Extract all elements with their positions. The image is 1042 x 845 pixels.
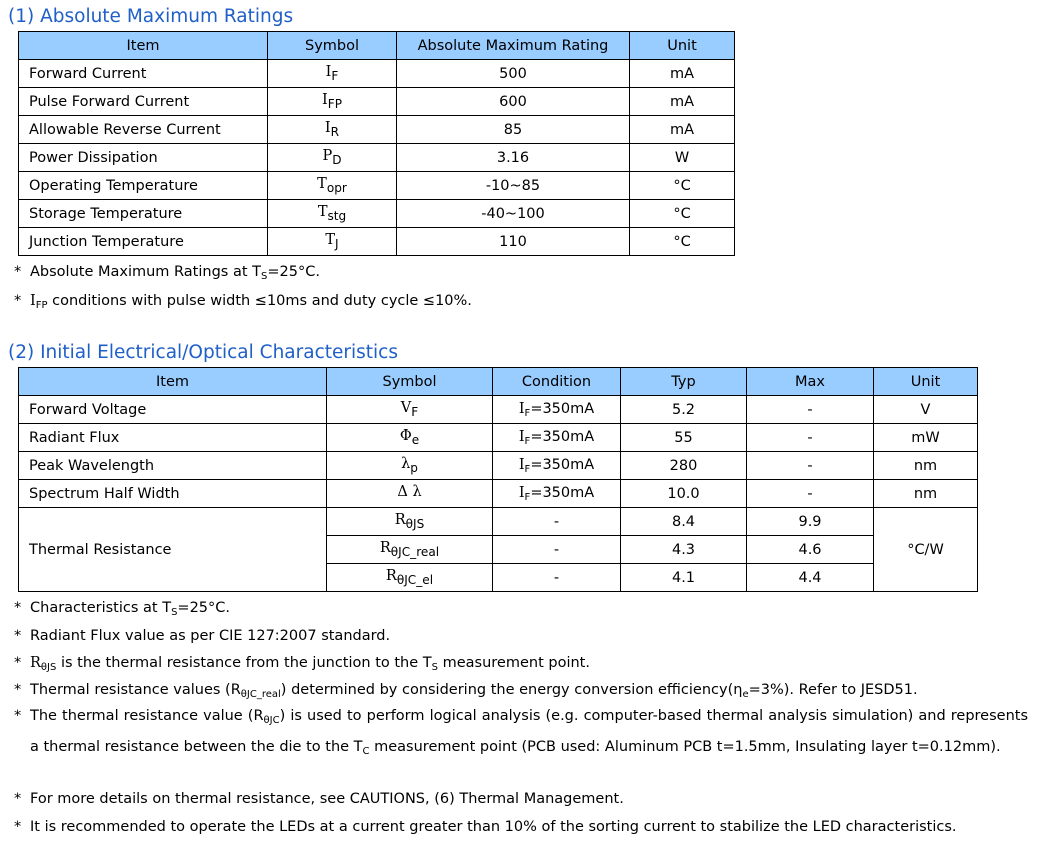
table-header-row	[19, 368, 978, 396]
note-item: * $R_{\theta JS}$ is the thermal resistance from the junction to the $T_S$ measurement point.	[14, 655, 590, 673]
table-row	[19, 424, 978, 452]
symbol-cell	[327, 396, 493, 424]
symbol-text: Φ	[399, 428, 412, 445]
note-item: * It is recommended to operate the LEDs at a current greater than 10% of the sorting current to stabilize the LED characteristics.	[14, 819, 957, 835]
condition-cell: -	[493, 536, 621, 564]
condition-value: =350mA	[530, 456, 595, 473]
unit-cell: mW	[874, 424, 978, 452]
item-cell: Pulse Forward Current	[19, 88, 268, 116]
symbol-text: I	[325, 64, 332, 81]
rating-cell: 3.16	[397, 144, 630, 172]
unit-cell: V	[874, 396, 978, 424]
symbol-text: R	[394, 512, 406, 529]
condition-cell	[493, 424, 621, 452]
note-item: * $I_{FP}$ conditions with pulse width ≤10ms and duty cycle ≤10%.	[14, 293, 472, 311]
unit-cell: °C	[630, 228, 735, 256]
typ-cell: 55	[621, 424, 747, 452]
symbol-cell	[268, 116, 397, 144]
condition-cell: -	[493, 564, 621, 592]
symbol-subscript: R	[330, 124, 340, 139]
symbol-subscript: F	[331, 68, 339, 83]
typ-cell: 10.0	[621, 480, 747, 508]
unit-cell: nm	[874, 452, 978, 480]
table-row	[19, 116, 735, 144]
condition-symbol: I	[518, 456, 525, 473]
condition-subscript: F	[524, 463, 531, 475]
symbol-cell	[268, 88, 397, 116]
symbol-subscript: θJC_real	[390, 544, 440, 559]
symbol-cell	[268, 228, 397, 256]
symbol-subscript: J	[335, 236, 339, 251]
item-cell: Radiant Flux	[19, 424, 327, 452]
table-row	[19, 200, 735, 228]
symbol-text: V	[400, 400, 412, 417]
symbol-text: R	[379, 540, 391, 557]
symbol-text: R	[385, 568, 397, 585]
symbol-subscript: opr	[326, 180, 347, 195]
section-title-electrical-optical: (2) Initial Electrical/Optical Characteristics	[8, 342, 398, 363]
condition-subscript: F	[524, 407, 531, 419]
rating-cell: -40~100	[397, 200, 630, 228]
unit-cell: nm	[874, 480, 978, 508]
typ-cell: 5.2	[621, 396, 747, 424]
symbol-cell	[268, 144, 397, 172]
unit-cell: mA	[630, 116, 735, 144]
note-item: * Radiant Flux value as per CIE 127:2007 standard.	[14, 628, 391, 644]
symbol-text: T	[325, 232, 336, 249]
note-item: * For more details on thermal resistance, see CAUTIONS, (6) Thermal Management.	[14, 791, 624, 807]
header-typ: Typ	[621, 368, 747, 396]
max-cell: 9.9	[747, 508, 874, 536]
typ-cell: 280	[621, 452, 747, 480]
condition-cell: -	[493, 508, 621, 536]
table-row	[19, 172, 735, 200]
table-row	[19, 480, 978, 508]
table-row	[19, 60, 735, 88]
condition-cell	[493, 396, 621, 424]
table-row	[19, 508, 978, 536]
header-unit: Unit	[874, 368, 978, 396]
unit-cell: °C	[630, 200, 735, 228]
symbol-cell	[327, 480, 493, 508]
condition-value: =350mA	[530, 484, 595, 501]
electrical-optical-table	[18, 367, 978, 592]
symbol-cell	[327, 564, 493, 592]
max-cell: -	[747, 480, 874, 508]
max-cell: -	[747, 396, 874, 424]
item-cell: Spectrum Half Width	[19, 480, 327, 508]
item-cell: Storage Temperature	[19, 200, 268, 228]
symbol-cell	[327, 508, 493, 536]
symbol-cell	[327, 424, 493, 452]
max-cell: -	[747, 424, 874, 452]
condition-cell	[493, 480, 621, 508]
symbol-text: T	[317, 176, 327, 193]
symbol-text: λ	[401, 456, 411, 473]
symbol-subscript: F	[411, 404, 419, 419]
item-cell: Allowable Reverse Current	[19, 116, 268, 144]
table-row	[19, 88, 735, 116]
symbol-text: I	[324, 120, 331, 137]
unit-cell: °C/W	[874, 508, 978, 592]
item-cell: Power Dissipation	[19, 144, 268, 172]
note-item: * Absolute Maximum Ratings at $T_S=25^\circ C$.	[14, 264, 320, 282]
table-row	[19, 452, 978, 480]
symbol-subscript: e	[411, 432, 420, 447]
max-cell: 4.6	[747, 536, 874, 564]
table-row	[19, 144, 735, 172]
note-item: * Characteristics at $T_S=25^\circ C$.	[14, 600, 231, 618]
max-cell: -	[747, 452, 874, 480]
item-cell: Thermal Resistance	[19, 508, 327, 592]
symbol-subscript: FP	[327, 96, 342, 111]
symbol-text: T	[317, 204, 328, 221]
header-item: Item	[19, 32, 268, 60]
condition-value: =350mA	[530, 428, 595, 445]
condition-symbol: I	[518, 484, 525, 501]
header-item: Item	[19, 368, 327, 396]
symbol-cell	[327, 452, 493, 480]
note-item: * The thermal resistance value $(R_{\theta JC})$ is used to perform logical analysis (e.g. computer-based thermal analysis simulation) and represents a thermal resistance between the die to the $T_C$ measurement point (PCB used: Aluminum PCB t=1.5mm, Insulating layer t=0.12mm).	[14, 708, 1029, 757]
note-item: * Thermal resistance values $(R_{\theta JC\_real})$ determined by considering the energy conversion $efficiency(\eta_e=3\%)$. Refer to JESD51.	[14, 682, 918, 700]
unit-cell: W	[630, 144, 735, 172]
absolute-max-table	[18, 31, 735, 256]
rating-cell: -10~85	[397, 172, 630, 200]
header-rating: Absolute Maximum Rating	[397, 32, 630, 60]
item-cell: Operating Temperature	[19, 172, 268, 200]
condition-cell	[493, 452, 621, 480]
unit-cell: mA	[630, 60, 735, 88]
symbol-text: Δ λ	[397, 484, 422, 501]
unit-cell: °C	[630, 172, 735, 200]
unit-cell: mA	[630, 88, 735, 116]
symbol-subscript: θJC_el	[396, 572, 434, 587]
rating-cell: 600	[397, 88, 630, 116]
symbol-text: P	[322, 148, 333, 165]
table-header-row	[19, 32, 735, 60]
symbol-cell	[268, 172, 397, 200]
symbol-cell	[268, 60, 397, 88]
header-max: Max	[747, 368, 874, 396]
item-cell: Forward Voltage	[19, 396, 327, 424]
header-symbol: Symbol	[268, 32, 397, 60]
symbol-text: I	[322, 92, 328, 109]
typ-cell: 4.3	[621, 536, 747, 564]
condition-subscript: F	[524, 491, 531, 503]
rating-cell: 110	[397, 228, 630, 256]
header-condition: Condition	[493, 368, 621, 396]
condition-value: =350mA	[530, 400, 595, 417]
item-cell: Forward Current	[19, 60, 268, 88]
symbol-cell	[327, 536, 493, 564]
rating-cell: 500	[397, 60, 630, 88]
condition-symbol: I	[518, 428, 525, 445]
header-unit: Unit	[630, 32, 735, 60]
section-title-absolute-max: (1) Absolute Maximum Ratings	[8, 6, 294, 27]
symbol-subscript: stg	[327, 208, 347, 223]
condition-subscript: F	[524, 435, 531, 447]
rating-cell: 85	[397, 116, 630, 144]
item-cell: Peak Wavelength	[19, 452, 327, 480]
max-cell: 4.4	[747, 564, 874, 592]
condition-symbol: I	[518, 400, 525, 417]
symbol-subscript: θJS	[405, 516, 425, 531]
header-symbol: Symbol	[327, 368, 493, 396]
table-row	[19, 396, 978, 424]
typ-cell: 8.4	[621, 508, 747, 536]
typ-cell: 4.1	[621, 564, 747, 592]
table-row	[19, 228, 735, 256]
symbol-cell	[268, 200, 397, 228]
symbol-subscript: p	[410, 460, 418, 475]
symbol-subscript: D	[332, 152, 342, 167]
item-cell: Junction Temperature	[19, 228, 268, 256]
